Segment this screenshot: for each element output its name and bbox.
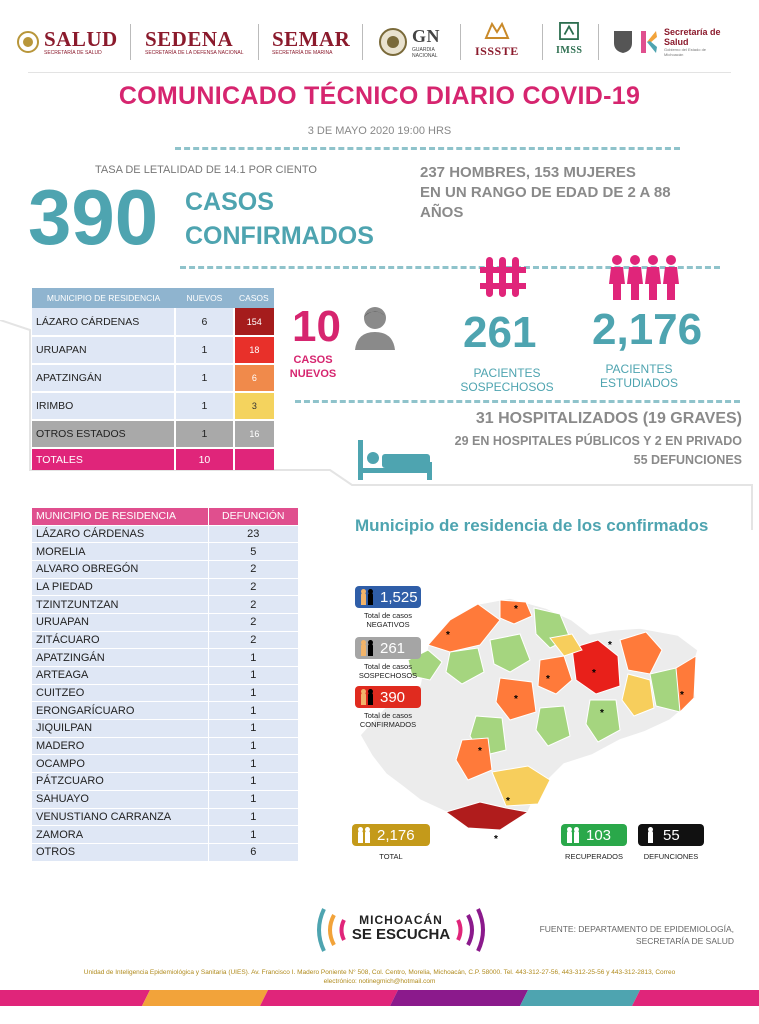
defuncion-count: 1 [208,790,298,808]
deaths-table [32,508,298,862]
confirmed-number: 390 [28,173,159,261]
table-row [32,308,274,336]
svg-text:*: * [608,640,612,651]
svg-text:*: * [494,834,498,845]
people-icon [359,640,377,656]
page-title: COMUNICADO TÉCNICO DIARIO COVID-19 [118,82,641,110]
defuncion-count: 2 [208,613,298,631]
confirmed-value: 390 [380,688,406,706]
studied-label [584,362,694,390]
footer-address: Unidad de Inteligencia Epidemiológica y Sanitaria (UIES). Av. Francisco I. Madero Poniente N° 508, Col. Centro, Morelia, Michoacán, C.P. 58000. Tel. 443-312-27-56, 443-312-25-56 y 443-312-2813, Correo [83,969,676,976]
municipio: LÁZARO CÁRDENAS [32,308,175,336]
table-row [32,543,298,561]
nuevos: 1 [175,392,233,420]
nuevos: 6 [175,308,233,336]
recovered-badge [561,824,627,846]
suspects-badge [355,637,421,659]
logo-text: SALUD [44,27,118,51]
svg-text:*: * [592,668,596,679]
municipio: OCAMPO [32,755,208,773]
defuncion-count: 23 [208,525,298,543]
suspected-label-line1: PACIENTES [473,366,541,380]
total-caption: TOTAL [379,852,403,861]
logo-text: SEDENA [145,27,234,51]
defuncion-count: 1 [208,649,298,667]
people-icon [356,827,374,843]
michoacan-k-icon [640,29,658,55]
defuncion-count: 5 [208,543,298,561]
report-date: 3 DE MAYO 2020 19:00 HRS [307,125,452,137]
map-title: Municipio de residencia de los confirmados [355,516,709,535]
table-row [32,720,298,738]
logo-text: Secretaría de Salud [664,27,721,47]
brand-line2: SE ESCUCHA [351,926,451,943]
defuncion-count: 2 [208,631,298,649]
municipio: ZAMORA [32,826,208,844]
total-badge [352,824,430,846]
table-row [32,843,298,861]
defuncion-count: 1 [208,684,298,702]
casos: 154 [234,308,274,336]
totals-label: TOTALES [32,448,175,470]
table-row [32,737,298,755]
confirmed-badge [355,686,421,708]
svg-text:*: * [514,604,518,615]
defuncion-count: 6 [208,843,298,861]
divider [130,24,131,60]
issste-logo [475,22,519,62]
gn-logo [378,22,440,62]
state-shield-icon [612,29,634,55]
municipio: PÁTZCUARO [32,773,208,791]
suspected-label [452,366,562,394]
municipio: MADERO [32,737,208,755]
caption-line1: Total de casos [364,662,412,671]
table-row [32,336,274,364]
casos: 6 [234,364,274,392]
michoacan-salud-logo [612,22,724,62]
svg-text:*: * [478,746,482,757]
source-line1: FUENTE: DEPARTAMENTO DE EPIDEMIOLOGÍA, [539,924,734,934]
divider [362,24,363,60]
hospitalized-line: 31 HOSPITALIZADOS (19 GRAVES) [475,410,742,427]
municipio: ERONGARÍCUARO [32,702,208,720]
municipio: URUAPAN [32,613,208,631]
divider [258,24,259,60]
negatives-caption [352,611,424,629]
header-rule [28,72,731,73]
municipio: ALVARO OBREGÓN [32,560,208,578]
suspects-value: 261 [380,639,406,657]
table-row [32,392,274,420]
logo-text: ISSSTE [475,44,519,58]
people-icon [359,589,377,605]
demographics-line1: 237 HOMBRES, 153 MUJERES [420,164,636,181]
defuncion-count: 1 [208,702,298,720]
divider [460,24,461,60]
svg-text:*: * [514,694,518,705]
source-note [500,923,734,947]
municipio: MORELIA [32,543,208,561]
person-icon [353,304,397,350]
table-row [32,773,298,791]
eagle-emblem-icon [16,30,40,54]
svg-text:*: * [446,630,450,641]
new-cases-table [32,288,274,470]
imss-emblem-icon [558,22,580,40]
municipio: ARTEAGA [32,667,208,685]
municipio: LA PIEDAD [32,578,208,596]
table-row [32,826,298,844]
salud-logo [16,22,118,62]
table-row [32,667,298,685]
confirmed-label-line2: CONFIRMADOS [185,222,374,250]
logo-subtext: SECRETARÍA DE LA DEFENSA NACIONAL [145,50,244,56]
municipio: URUAPAN [32,336,175,364]
defuncion-count: 2 [208,596,298,614]
svg-text:*: * [600,708,604,719]
defuncion-count: 1 [208,755,298,773]
casos: 16 [234,420,274,448]
issste-emblem-icon [484,22,510,40]
column-header: MUNICIPIO DE RESIDENCIA [32,508,208,525]
demographics-line2: EN UN RANGO DE EDAD DE 2 A 88 [420,184,671,201]
people-icon [565,827,583,843]
table-row [32,808,298,826]
logo-text: SEMAR [272,27,351,51]
municipio: OTROS [32,843,208,861]
negatives-value: 1,525 [380,588,418,606]
new-cases-label-line2: NUEVOS [289,368,337,380]
confirmed-caption [352,711,424,729]
deaths-table-body [32,525,298,861]
municipio: CUITZEO [32,684,208,702]
deaths-total: 55 DEFUNCIONES [633,453,742,467]
defuncion-count: 1 [208,720,298,738]
studied-label-line1: PACIENTES [605,362,673,376]
column-header: CASOS [234,288,274,308]
divider [542,24,543,60]
caption-line2: SOSPECHOSOS [358,671,418,680]
municipio: APATZINGÁN [32,649,208,667]
people-icon [359,689,377,705]
deaths-value: 55 [663,826,680,844]
nuevos: 1 [175,420,233,448]
caption-line2: CONFIRMADOS [359,720,417,729]
municipio: TZINTZUNTZAN [32,596,208,614]
footer-email: electrónico: notinegmich@hotmail.com [323,978,436,985]
table-row [32,525,298,543]
totals-casos [234,448,274,470]
defuncion-count: 2 [208,560,298,578]
recovered-caption: RECUPERADOS [565,852,623,861]
logo-subtext: SECRETARÍA DE SALUD [44,50,102,56]
municipio: VENUSTIANO CARRANZA [32,808,208,826]
confirmed-label-line1: CASOS [185,188,274,216]
municipio: OTROS ESTADOS [32,420,175,448]
confirmed-label [185,185,374,253]
total-value: 2,176 [377,826,415,844]
table-row [32,613,298,631]
column-header: NUEVOS [175,288,233,308]
demographics [420,163,671,223]
totals-row [32,448,274,470]
casos: 18 [234,336,274,364]
nuevos: 1 [175,364,233,392]
table-row [32,790,298,808]
suspected-number: 261 [463,308,537,357]
logo-subtext: SECRETARÍA DE MARINA [272,50,333,56]
nuevos: 1 [175,336,233,364]
municipio: ZITÁCUARO [32,631,208,649]
hospital-bed-icon [356,440,434,480]
column-header: DEFUNCIÓN [208,508,298,525]
totals-nuevos: 10 [175,448,233,470]
municipio: LÁZARO CÁRDENAS [32,525,208,543]
defuncion-count: 1 [208,667,298,685]
caption-line1: Total de casos [364,611,412,620]
casos: 3 [234,392,274,420]
logo-subtext: Gobierno del Estado de Michoacán [664,47,707,57]
municipio: APATZINGÁN [32,364,175,392]
negatives-badge [355,586,421,608]
demographics-line3: AÑOS [420,204,464,221]
recovered-value: 103 [586,826,612,844]
table-row [32,755,298,773]
new-cases-label-line1: CASOS [293,354,333,366]
defuncion-count: 1 [208,808,298,826]
table-row [32,560,298,578]
logo-text: IMSS [556,45,583,56]
svg-text:*: * [680,690,684,701]
people-group-icon [609,254,681,302]
person-icon [642,827,660,843]
defuncion-count: 1 [208,773,298,791]
bottom-color-stripe [0,990,759,1006]
studied-number: 2,176 [592,305,703,354]
studied-label-line2: ESTUDIADOS [599,376,678,390]
table-row [32,578,298,596]
municipio: IRIMBO [32,392,175,420]
table-row [32,684,298,702]
hospital-distribution: 29 EN HOSPITALES PÚBLICOS Y 2 EN PRIVADO [454,434,742,448]
table-row [32,702,298,720]
table-row [32,364,274,392]
logo-subtext: GUARDIA NACIONAL [412,47,438,59]
deaths-caption: DEFUNCIONES [643,852,699,861]
dashed-divider [175,147,680,150]
suspected-label-line2: SOSPECHOSOS [460,380,554,394]
new-cases-number: 10 [292,302,341,351]
deaths-badge [638,824,704,846]
svg-text:*: * [546,674,550,685]
sedena-logo [145,22,244,62]
table-row [32,649,298,667]
table-row [32,420,274,448]
dashed-divider [295,400,740,403]
caption-line2: NEGATIVOS [366,620,410,629]
municipio: JIQUILPAN [32,720,208,738]
guardia-emblem-icon [378,27,408,57]
brand-line1: MICHOACÁN [359,913,443,927]
table-row [32,631,298,649]
defuncion-count: 1 [208,826,298,844]
divider [598,24,599,60]
source-line2: SECRETARÍA DE SALUD [635,936,734,946]
logo-text: GN [412,26,440,46]
imss-logo [556,22,582,62]
caption-line1: Total de casos [364,711,412,720]
table-row [32,596,298,614]
municipio: SAHUAYO [32,790,208,808]
svg-text:*: * [506,796,510,807]
test-tubes-icon [478,255,528,301]
semar-logo [272,22,350,62]
defuncion-count: 1 [208,737,298,755]
column-header: MUNICIPIO DE RESIDENCIA [32,288,175,308]
suspects-caption [352,662,424,680]
lethality-rate: TASA DE LETALIDAD DE 14.1 POR CIENTO [95,164,317,176]
new-cases-label [288,353,338,381]
defuncion-count: 2 [208,578,298,596]
